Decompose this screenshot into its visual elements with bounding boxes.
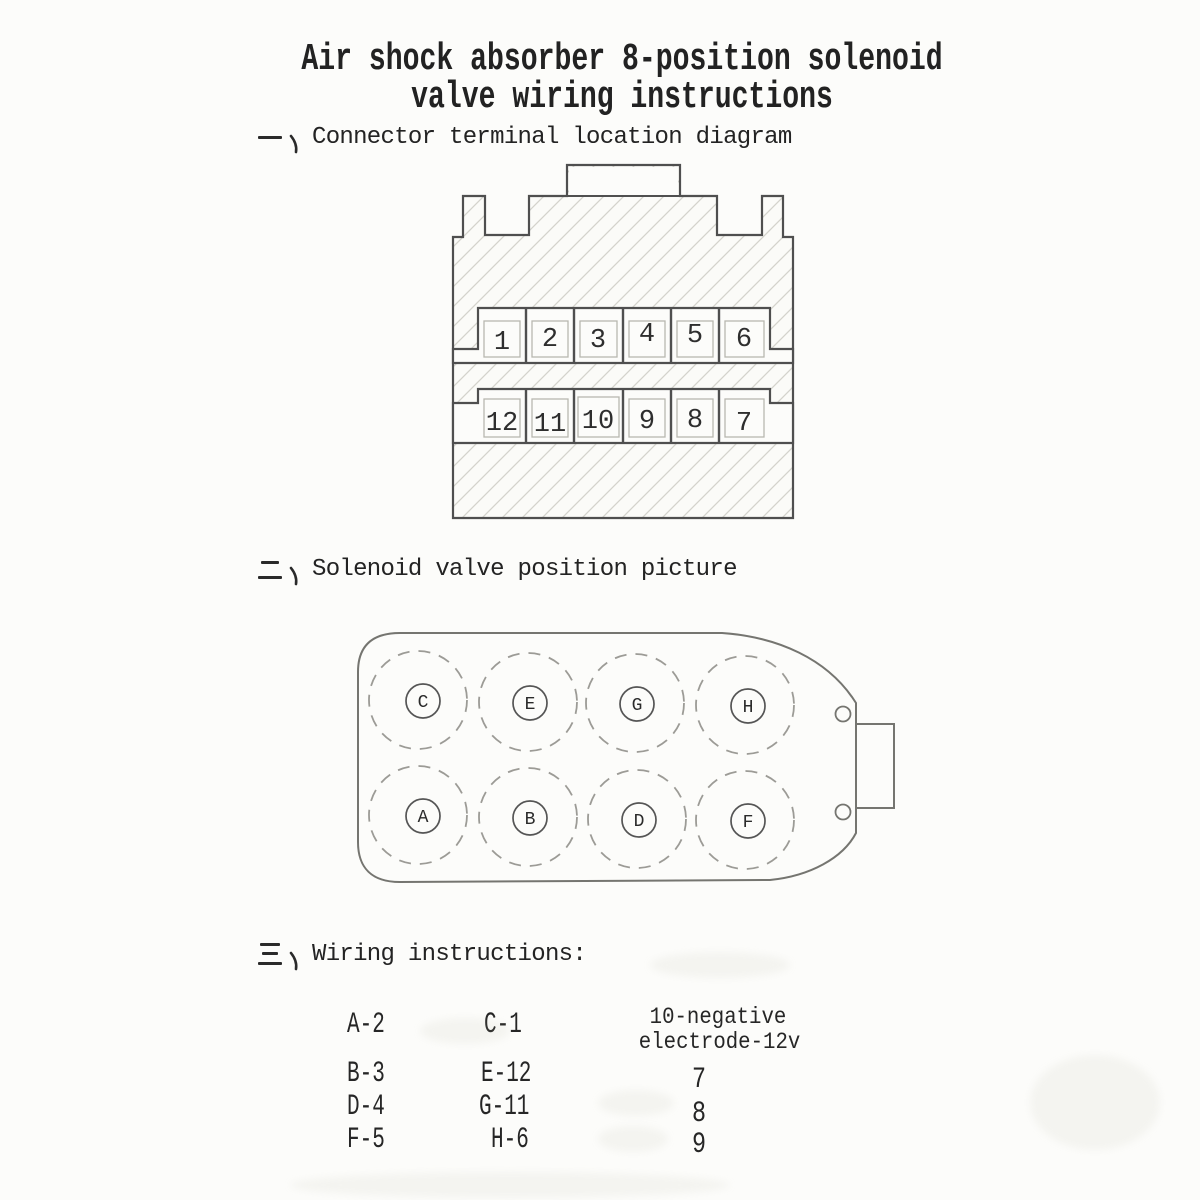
valve-label-C: C (417, 693, 429, 713)
valve-label-G: G (631, 696, 643, 716)
ground-pin-7: 7 (692, 1063, 707, 1097)
section-2-title: Solenoid valve position picture (312, 556, 737, 583)
section-1-heading (258, 124, 792, 156)
wiring-entry-G: G-11 (479, 1090, 530, 1124)
bleedthrough-smudge (420, 1018, 510, 1044)
bleedthrough-smudge (650, 952, 790, 978)
wiring-entry-F: F-5 (347, 1123, 385, 1157)
valve-label-D: D (633, 812, 645, 832)
terminal-10: 10 (581, 407, 615, 437)
cjk-numeral-three (258, 943, 282, 966)
cjk-numeral-two (258, 558, 282, 581)
wiring-entry-E: E-12 (481, 1057, 532, 1091)
terminal-2: 2 (541, 325, 559, 355)
terminal-11: 11 (533, 410, 567, 440)
terminal-4: 4 (638, 320, 656, 350)
ground-pin-9: 9 (692, 1128, 707, 1162)
terminal-5: 5 (686, 321, 704, 351)
valve-label-E: E (524, 695, 536, 715)
wiring-entry-A: A-2 (347, 1008, 385, 1042)
terminal-6: 6 (735, 325, 753, 355)
wiring-entry-C: C-1 (484, 1008, 522, 1042)
section-3-heading (258, 941, 586, 973)
keying-tab (569, 167, 678, 195)
page-title-line1: Air shock absorber 8-position solenoid (301, 38, 943, 81)
negative-electrode-note (638, 1004, 801, 1055)
cjk-comma-icon (288, 949, 300, 973)
ground-pin-8: 8 (692, 1097, 707, 1131)
valve-label-H: H (742, 698, 754, 718)
valve-label-F: F (742, 813, 754, 833)
note-line2: electrode-12v (638, 1029, 801, 1055)
terminal-3: 3 (589, 326, 607, 356)
wiring-entry-B: B-3 (347, 1057, 385, 1091)
valve-label-A: A (417, 808, 429, 828)
connector-terminal-diagram (445, 158, 801, 526)
cjk-comma-icon (288, 132, 300, 156)
note-line1: 10-negative (649, 1004, 787, 1030)
cjk-numeral-one (258, 126, 282, 149)
wiring-entry-H: H-6 (491, 1123, 529, 1157)
terminal-9: 9 (638, 407, 656, 437)
terminal-8: 8 (686, 406, 704, 436)
terminal-band-top (453, 308, 793, 363)
bleedthrough-smudge (290, 1172, 730, 1198)
section-3-title: Wiring instructions: (312, 941, 587, 968)
valve-label-B: B (524, 810, 536, 830)
page-title (22, 38, 1200, 119)
bleedthrough-smudge (598, 1126, 668, 1152)
bleedthrough-smudge (1030, 1055, 1160, 1150)
terminal-7: 7 (735, 409, 753, 439)
solenoid-valve-diagram (330, 606, 910, 906)
bleedthrough-smudge (598, 1090, 674, 1116)
terminal-band-bottom (453, 389, 793, 443)
section-1-title: Connector terminal location diagram (312, 124, 792, 151)
section-2-heading (258, 556, 737, 588)
page-title-line2: valve wiring instructions (411, 76, 833, 119)
cjk-comma-icon (288, 564, 300, 588)
wiring-entry-D: D-4 (347, 1090, 385, 1124)
mounting-tab (856, 724, 894, 808)
valve-body (358, 633, 894, 882)
terminal-1: 1 (493, 328, 511, 358)
terminal-12: 12 (485, 409, 519, 439)
